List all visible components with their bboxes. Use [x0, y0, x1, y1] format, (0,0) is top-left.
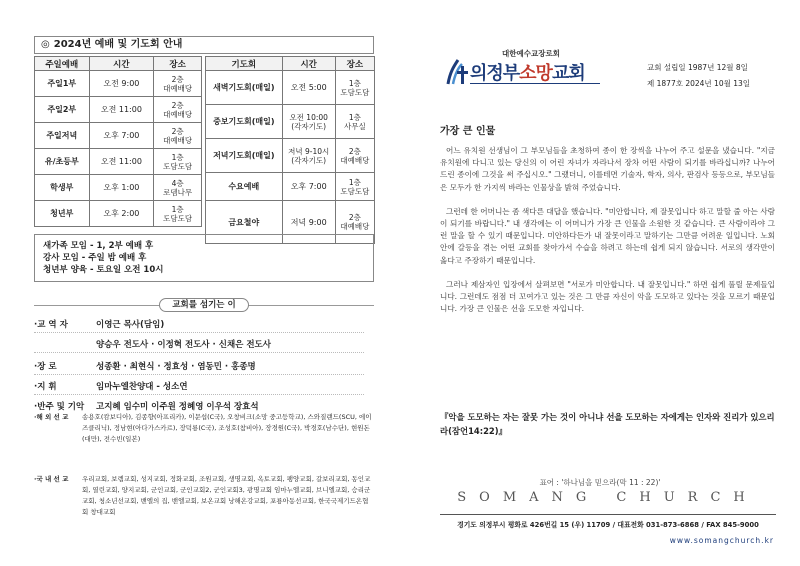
table-row: 주일1부 오전 9:00 2층 대예배당 — [35, 71, 202, 97]
table-header: 장소 — [154, 57, 202, 71]
divider — [34, 332, 364, 333]
table-row: 유/초등부 오전 11:00 1층 도담도담 — [35, 149, 202, 175]
table-header: 장소 — [335, 57, 374, 71]
table-row: 주일2부 오전 11:00 2층 대예배당 — [35, 97, 202, 123]
staff-heading-label: 교회를 섬기는 이 — [159, 298, 249, 312]
circle-marker-icon: ◎ — [41, 39, 50, 50]
overseas-missions-value: 송용호(캄보디아), 김종향(아프리카), 이문섭(C국), 오창비크(소망 중고등학교), 스와질랜드(SCU, 에이즈클리닉), 정남현(아다가스카르), 장덕룡(C국), 조성호(참비아), 장경원(C국), 박경호(남수단), 현원돈(대만), 전수빈(일본) — [82, 413, 372, 443]
table-header: 시간 — [282, 57, 335, 71]
divider — [470, 83, 600, 84]
right-page — [400, 0, 800, 566]
schedule-title: ◎ 2024년 예배 및 기도회 안내 — [34, 36, 374, 54]
church-motto: 표어 : '하나님을 믿으라(막 11 : 22)' — [539, 478, 661, 487]
table-row: 학생부 오후 1:00 4층 로뎀나무 — [35, 175, 202, 201]
domestic-missions-value: 우리교회, 보렘교회, 성지교회, 정화교회, 조원교회, 생명교회, 옥토교회, 팽양교회, 갈보리교회, 동인교회, 열린교회, 양지교회, 군인교회, 군인교회2, 군인교회3, 광명교회 임마누엘교회, 브니엘교회, 승리군교회, 청소년선교회, 밴엘의 집, 밴엘교회, 보온교회 낭해온강교회, 포룡아동선교회, 한국국제기드온협회 창대교회 — [82, 475, 371, 516]
notice-line: 청년부 양육 - 토요일 오전 10시 — [43, 265, 164, 275]
divider — [34, 352, 364, 353]
table-header: 기도회 — [206, 57, 283, 71]
table-row: 금요철야 저녁 9:00 2층 대예배당 — [206, 201, 375, 244]
table-row: 수요예배 오후 7:00 1층 도담도담 — [206, 173, 375, 201]
church-address: 경기도 의정부시 평화로 426번길 15 (우) 11709 / 대표전화 031-873-6868 / FAX 845-9000 — [440, 514, 776, 529]
worship-schedule-table — [34, 56, 202, 227]
meeting-notice-box — [34, 234, 374, 282]
notice-line: 새가족 모임 - 1, 2부 예배 후 — [43, 241, 154, 251]
article-title: 가장 큰 인물 — [440, 126, 496, 137]
church-name: 의정부소망교회 — [470, 63, 585, 84]
table-row: 주일저녁 오후 7:00 2층 대예배당 — [35, 123, 202, 149]
table-header: 시간 — [89, 57, 154, 71]
issue-number: 제 1877호 2024년 10월 13일 — [647, 79, 751, 88]
bible-verse: 『악을 도모하는 자는 잘못 가는 것이 아니냐 선을 도모하는 자에게는 인자와 진리가 있으리라(잠언14:22)』 — [440, 412, 775, 436]
staff-heading — [34, 298, 374, 312]
domestic-missions-label: ·국 내 선 교 — [34, 475, 69, 483]
article-body — [440, 145, 775, 327]
table-row: 새벽기도회(매일) 오전 5:00 1층 도담도담 — [206, 71, 375, 105]
issue-info — [647, 60, 750, 92]
denomination: 대한예수교장로회 — [502, 49, 560, 58]
table-header-row — [35, 57, 202, 71]
left-page: ◎ 2024년 예배 및 기도회 안내 주일예배 시간 장소 주일1부 오전 9:00 2층 대예배당 주일2부 오전 11:00 2층 대예배당 주일저녁 오후 7:00 2층 대예배당 유/초등부 오전 11:00 1층 도담도담 학생부 오후 1:00 4층 로뎀나무 청년부 오후 2:00 1층 도담도담 기도회 시간 장소 새벽기도회(매일) 오전 5:00 1층 도담도담 중보기도회(매일) 오전 10:00 (각자기도) 1층 사무실 저녁기도회(매일) 저녁 9-10시 (각자기도) 2층 대예배당 수요예배 오후 7:00 1층 도담도담 금요철야 저녁 9:00 2층 대예배당 새가족 모임 - 1, 2부 예배 후 강사 모임 - 주일 밤 예배 후 청년부 양육 - 토요일 오전 10시 교회를 섬기는 이 ·교 역 자 이영근 목사(담임) 양승우 전도사 · 이정혁 전도사 · 신채은 전도사 ·장 로 성종환 · 최현식 · 정효성 · 염동민 · 홍종명 ·지 휘 임마누엘찬양대 - 성소연 ·반주 및 기악 고지혜 임수미 이주원 정혜영 이우석 장효석 ·해 외 선 교 송용호(캄보디아), 김종향(아프리카), 이문섭(C국), 오창비크(소망 중고등학교), 스와질랜드(SCU, 에이즈클리닉), 정남현(아다가스카르), 장덕룡(C국), 조성호(참비아), 장경원(C국), 박경호(남수단), 현원돈(대만), 전수빈(일본) ·국 내 선 교 우리교회, 보렘교회, 성지교회, 정화교회, 조원교회, 생명교회, 옥토교회, 팽양교회, 갈보리교회, 동인교회, 열린교회, 양지교회, 군인교회, 군인교회2, 군인교회3, 광명교회 임마누엘교회, 브니엘교회, 승리군교회, 청소년선교회, 밴엘의 집, 밴엘교회, 보온교회 낭해온강교회, 포룡아동선교회, 한국국제기드온협회 창대교회 — [0, 0, 400, 566]
divider — [34, 394, 364, 395]
table-row: 청년부 오후 2:00 1층 도담도담 — [35, 201, 202, 227]
established-date: 교회 설립일 1987년 12월 8일 — [647, 63, 748, 72]
cross-logo-icon — [444, 58, 470, 86]
divider — [34, 374, 364, 375]
church-logo — [444, 58, 604, 88]
overseas-missions-label: ·해 외 선 교 — [34, 413, 69, 421]
table-header: 주일예배 — [35, 57, 90, 71]
website-link[interactable]: www.somangchurch.kr — [669, 536, 774, 545]
brand-name: SOMANG CHURCH — [457, 490, 758, 505]
table-row: 중보기도회(매일) 오전 10:00 (각자기도) 1층 사무실 — [206, 105, 375, 139]
prayer-schedule-table — [205, 56, 375, 244]
article-paragraph: 어느 유치원 선생님이 그 부모님들을 초청하여 종이 한 장씩을 나누어 주고 설문을 냈습니다. "지금 유치원에 다니고 있는 당신의 이 어린 자녀가 자라나서 장차 어떤 사람이 되기를 바라십니까? 나누어 드린 종이에 그것을 써 주십시오." 그랬더니, 이를테면 기술자, 학자, 의사, 판검사 등등으로, 부모님들은 모두가 한 가지씩 바라는 인물상을 밝혀 주었습니다. — [440, 146, 775, 192]
article-paragraph: 그런데 한 어머니는 좀 색다른 대답을 했습니다. "미안합니다, 제 잘못입니다 하고 말할 줄 아는 사람이 되기를 바랍니다." 내 생각에는 이 어머니가 가장 큰 인물을 소원한 것 같습니다. 큰 사람이라야 그런 말을 할 수 있기 때문입니다. 미안하다든가 내 잘못이라고 말하기는 그만큼 어려운 일입니다. 노회 안에 갈등을 겪는 어떤 교회를 찾아가서 수습을 하려고 하는데 쉽게 되지 않습니다. 서로의 생각만이 옳다고 주장하기 때문입니다. — [440, 206, 775, 265]
article-paragraph: 그러나 제삼자인 입장에서 살펴보면 "서로가 미안합니다. 내 잘못입니다." 하면 쉽게 풀릴 문제들입니다. 그런데도 점점 더 꼬여가고 있는 것은 그 만큼 자신이 악을 도모하고 있다는 것을 모르기 때문입니다. 가장 큰 인물은 선을 도모한 자입니다. — [440, 279, 775, 314]
notice-line: 강사 모임 - 주일 밤 예배 후 — [43, 253, 147, 263]
table-row: 저녁기도회(매일) 저녁 9-10시 (각자기도) 2층 대예배당 — [206, 139, 375, 173]
table-header-row — [206, 57, 375, 71]
